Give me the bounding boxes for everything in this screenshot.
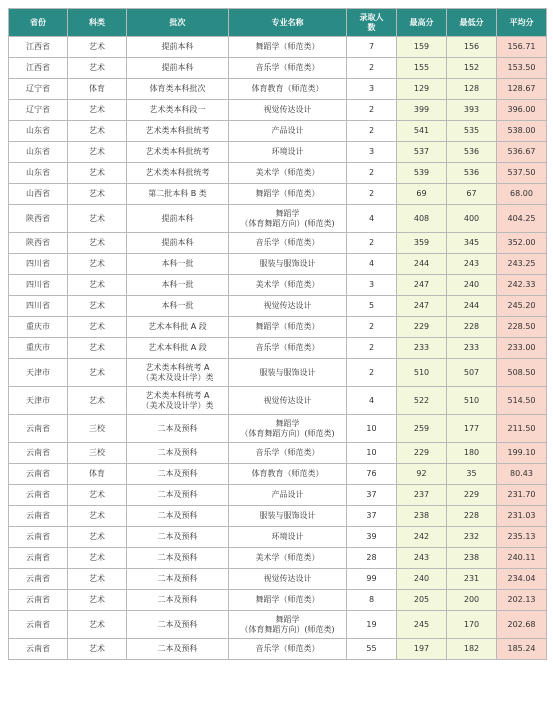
cell-category: 艺术	[68, 359, 127, 387]
cell-enrolled: 28	[347, 548, 397, 569]
cell-min-score: 243	[447, 254, 497, 275]
cell-enrolled: 4	[347, 205, 397, 233]
cell-avg-score: 231.70	[497, 485, 547, 506]
table-row	[9, 37, 547, 58]
cell-major: 服装与服饰设计	[229, 359, 347, 387]
cell-province: 云南省	[9, 415, 68, 443]
cell-category: 艺术	[68, 338, 127, 359]
cell-batch: 二本及预科	[127, 611, 229, 639]
cell-avg-score: 508.50	[497, 359, 547, 387]
cell-category: 体育	[68, 79, 127, 100]
cell-category: 三校	[68, 443, 127, 464]
cell-enrolled: 7	[347, 37, 397, 58]
cell-batch: 提前本科	[127, 205, 229, 233]
cell-category: 艺术	[68, 548, 127, 569]
cell-max-score: 247	[397, 275, 447, 296]
cell-max-score: 197	[397, 639, 447, 660]
cell-major: 视觉传达设计	[229, 100, 347, 121]
header-province: 省份	[9, 9, 68, 37]
cell-avg-score: 538.00	[497, 121, 547, 142]
cell-enrolled: 5	[347, 296, 397, 317]
cell-batch: 本科一批	[127, 296, 229, 317]
cell-major: 音乐学（师范类）	[229, 443, 347, 464]
cell-category: 艺术	[68, 254, 127, 275]
cell-avg-score: 235.13	[497, 527, 547, 548]
cell-max-score: 537	[397, 142, 447, 163]
cell-min-score: 345	[447, 233, 497, 254]
cell-enrolled: 99	[347, 569, 397, 590]
cell-province: 云南省	[9, 548, 68, 569]
cell-avg-score: 404.25	[497, 205, 547, 233]
cell-batch: 艺术类本科批统考	[127, 142, 229, 163]
cell-major: 美术学（师范类）	[229, 275, 347, 296]
cell-min-score: 182	[447, 639, 497, 660]
cell-max-score: 242	[397, 527, 447, 548]
cell-province: 四川省	[9, 296, 68, 317]
cell-province: 云南省	[9, 639, 68, 660]
cell-category: 艺术	[68, 121, 127, 142]
cell-batch: 二本及预科	[127, 590, 229, 611]
cell-avg-score: 352.00	[497, 233, 547, 254]
cell-batch: 本科一批	[127, 254, 229, 275]
cell-batch: 二本及预科	[127, 527, 229, 548]
cell-avg-score: 243.25	[497, 254, 547, 275]
cell-major: 音乐学（师范类）	[229, 58, 347, 79]
cell-batch: 艺术本科批 A 段	[127, 317, 229, 338]
cell-province: 重庆市	[9, 338, 68, 359]
cell-batch: 二本及预科	[127, 464, 229, 485]
cell-min-score: 200	[447, 590, 497, 611]
cell-max-score: 238	[397, 506, 447, 527]
table-row	[9, 184, 547, 205]
cell-category: 艺术	[68, 485, 127, 506]
cell-province: 辽宁省	[9, 79, 68, 100]
cell-major: 美术学（师范类）	[229, 163, 347, 184]
cell-province: 江西省	[9, 37, 68, 58]
cell-max-score: 240	[397, 569, 447, 590]
cell-min-score: 229	[447, 485, 497, 506]
cell-province: 重庆市	[9, 317, 68, 338]
header-major: 专业名称	[229, 9, 347, 37]
cell-major: 音乐学（师范类）	[229, 233, 347, 254]
cell-major: 视觉传达设计	[229, 569, 347, 590]
cell-major: 舞蹈学 （体育舞蹈方向）(师范类)	[229, 415, 347, 443]
cell-category: 艺术	[68, 317, 127, 338]
table-row	[9, 590, 547, 611]
table-row	[9, 611, 547, 639]
cell-enrolled: 4	[347, 387, 397, 415]
cell-major: 音乐学（师范类）	[229, 338, 347, 359]
cell-max-score: 245	[397, 611, 447, 639]
cell-batch: 艺术类本科统考 A （美术及设计学）类	[127, 387, 229, 415]
cell-enrolled: 10	[347, 415, 397, 443]
table-row	[9, 338, 547, 359]
cell-avg-score: 68.00	[497, 184, 547, 205]
cell-enrolled: 8	[347, 590, 397, 611]
cell-enrolled: 39	[347, 527, 397, 548]
cell-category: 艺术	[68, 590, 127, 611]
cell-province: 山东省	[9, 142, 68, 163]
cell-avg-score: 228.50	[497, 317, 547, 338]
cell-max-score: 259	[397, 415, 447, 443]
cell-max-score: 243	[397, 548, 447, 569]
table-row	[9, 121, 547, 142]
cell-batch: 艺术本科批 A 段	[127, 338, 229, 359]
cell-max-score: 229	[397, 443, 447, 464]
cell-max-score: 229	[397, 317, 447, 338]
cell-enrolled: 2	[347, 58, 397, 79]
cell-max-score: 92	[397, 464, 447, 485]
table-row	[9, 142, 547, 163]
cell-avg-score: 233.00	[497, 338, 547, 359]
cell-max-score: 541	[397, 121, 447, 142]
cell-min-score: 170	[447, 611, 497, 639]
cell-avg-score: 514.50	[497, 387, 547, 415]
header-category: 科类	[68, 9, 127, 37]
cell-avg-score: 199.10	[497, 443, 547, 464]
cell-major: 舞蹈学 （体育舞蹈方向）(师范类)	[229, 205, 347, 233]
cell-major: 舞蹈学（师范类）	[229, 317, 347, 338]
cell-province: 山东省	[9, 163, 68, 184]
cell-province: 云南省	[9, 485, 68, 506]
cell-batch: 艺术类本科批统考	[127, 121, 229, 142]
cell-batch: 二本及预科	[127, 569, 229, 590]
table-row	[9, 548, 547, 569]
cell-major: 舞蹈学 （体育舞蹈方向）(师范类)	[229, 611, 347, 639]
table-row	[9, 485, 547, 506]
cell-avg-score: 202.68	[497, 611, 547, 639]
cell-enrolled: 3	[347, 142, 397, 163]
cell-min-score: 67	[447, 184, 497, 205]
cell-min-score: 536	[447, 163, 497, 184]
table-header-row	[9, 9, 547, 37]
cell-avg-score: 536.67	[497, 142, 547, 163]
cell-category: 艺术	[68, 100, 127, 121]
cell-batch: 艺术类本科批统考	[127, 163, 229, 184]
cell-major: 视觉传达设计	[229, 296, 347, 317]
cell-avg-score: 153.50	[497, 58, 547, 79]
cell-enrolled: 76	[347, 464, 397, 485]
cell-category: 艺术	[68, 387, 127, 415]
cell-province: 云南省	[9, 569, 68, 590]
cell-batch: 二本及预科	[127, 443, 229, 464]
cell-min-score: 232	[447, 527, 497, 548]
table-row	[9, 317, 547, 338]
cell-max-score: 539	[397, 163, 447, 184]
table-body	[9, 37, 547, 660]
cell-enrolled: 19	[347, 611, 397, 639]
cell-batch: 第二批本科 B 类	[127, 184, 229, 205]
cell-major: 美术学（师范类）	[229, 548, 347, 569]
cell-max-score: 159	[397, 37, 447, 58]
cell-enrolled: 37	[347, 485, 397, 506]
cell-max-score: 205	[397, 590, 447, 611]
cell-avg-score: 537.50	[497, 163, 547, 184]
cell-min-score: 128	[447, 79, 497, 100]
cell-category: 艺术	[68, 58, 127, 79]
cell-batch: 二本及预科	[127, 506, 229, 527]
cell-major: 服装与服饰设计	[229, 506, 347, 527]
cell-max-score: 155	[397, 58, 447, 79]
cell-batch: 本科一批	[127, 275, 229, 296]
cell-enrolled: 2	[347, 338, 397, 359]
cell-enrolled: 2	[347, 163, 397, 184]
cell-batch: 体育类本科批次	[127, 79, 229, 100]
cell-category: 艺术	[68, 569, 127, 590]
cell-enrolled: 2	[347, 100, 397, 121]
cell-major: 舞蹈学（师范类）	[229, 37, 347, 58]
cell-min-score: 177	[447, 415, 497, 443]
table-row	[9, 415, 547, 443]
cell-major: 产品设计	[229, 121, 347, 142]
cell-category: 艺术	[68, 296, 127, 317]
cell-batch: 艺术类本科统考 A （美术及设计学）类	[127, 359, 229, 387]
cell-major: 环境设计	[229, 527, 347, 548]
cell-major: 体育教育（师范类）	[229, 464, 347, 485]
cell-province: 云南省	[9, 590, 68, 611]
cell-batch: 二本及预科	[127, 548, 229, 569]
cell-avg-score: 128.67	[497, 79, 547, 100]
cell-province: 天津市	[9, 359, 68, 387]
cell-province: 辽宁省	[9, 100, 68, 121]
cell-max-score: 399	[397, 100, 447, 121]
header-batch: 批次	[127, 9, 229, 37]
cell-max-score: 510	[397, 359, 447, 387]
cell-enrolled: 4	[347, 254, 397, 275]
cell-min-score: 393	[447, 100, 497, 121]
cell-category: 艺术	[68, 142, 127, 163]
table-row	[9, 506, 547, 527]
cell-max-score: 244	[397, 254, 447, 275]
cell-enrolled: 2	[347, 317, 397, 338]
table-row	[9, 296, 547, 317]
cell-avg-score: 396.00	[497, 100, 547, 121]
cell-batch: 提前本科	[127, 233, 229, 254]
cell-category: 艺术	[68, 506, 127, 527]
cell-max-score: 237	[397, 485, 447, 506]
cell-province: 四川省	[9, 275, 68, 296]
table-row	[9, 100, 547, 121]
cell-avg-score: 156.71	[497, 37, 547, 58]
cell-province: 陕西省	[9, 233, 68, 254]
cell-batch: 艺术类本科段一	[127, 100, 229, 121]
cell-major: 环境设计	[229, 142, 347, 163]
cell-province: 山西省	[9, 184, 68, 205]
cell-category: 艺术	[68, 205, 127, 233]
cell-major: 音乐学（师范类）	[229, 639, 347, 660]
cell-enrolled: 3	[347, 79, 397, 100]
cell-avg-score: 231.03	[497, 506, 547, 527]
cell-min-score: 228	[447, 506, 497, 527]
cell-min-score: 233	[447, 338, 497, 359]
table-row	[9, 527, 547, 548]
cell-major: 服装与服饰设计	[229, 254, 347, 275]
table-row	[9, 233, 547, 254]
cell-min-score: 156	[447, 37, 497, 58]
cell-category: 艺术	[68, 275, 127, 296]
cell-batch: 提前本科	[127, 58, 229, 79]
cell-min-score: 240	[447, 275, 497, 296]
cell-enrolled: 2	[347, 121, 397, 142]
cell-min-score: 238	[447, 548, 497, 569]
cell-enrolled: 3	[347, 275, 397, 296]
cell-province: 山东省	[9, 121, 68, 142]
cell-category: 艺术	[68, 184, 127, 205]
cell-category: 艺术	[68, 37, 127, 58]
cell-max-score: 69	[397, 184, 447, 205]
cell-batch: 二本及预科	[127, 415, 229, 443]
table-row	[9, 163, 547, 184]
cell-min-score: 228	[447, 317, 497, 338]
cell-category: 艺术	[68, 163, 127, 184]
cell-province: 云南省	[9, 506, 68, 527]
header-max: 最高分	[397, 9, 447, 37]
cell-avg-score: 245.20	[497, 296, 547, 317]
cell-enrolled: 10	[347, 443, 397, 464]
cell-avg-score: 211.50	[497, 415, 547, 443]
cell-avg-score: 80.43	[497, 464, 547, 485]
cell-province: 陕西省	[9, 205, 68, 233]
header-min: 最低分	[447, 9, 497, 37]
cell-enrolled: 37	[347, 506, 397, 527]
cell-batch: 二本及预科	[127, 639, 229, 660]
cell-min-score: 535	[447, 121, 497, 142]
cell-major: 体育教育（师范类）	[229, 79, 347, 100]
cell-avg-score: 242.33	[497, 275, 547, 296]
cell-province: 云南省	[9, 527, 68, 548]
cell-min-score: 507	[447, 359, 497, 387]
table-row	[9, 569, 547, 590]
header-avg: 平均分	[497, 9, 547, 37]
cell-major: 舞蹈学（师范类）	[229, 184, 347, 205]
table-row	[9, 79, 547, 100]
cell-avg-score: 202.13	[497, 590, 547, 611]
cell-category: 体育	[68, 464, 127, 485]
cell-province: 云南省	[9, 611, 68, 639]
cell-province: 云南省	[9, 464, 68, 485]
cell-batch: 二本及预科	[127, 485, 229, 506]
cell-min-score: 244	[447, 296, 497, 317]
cell-min-score: 400	[447, 205, 497, 233]
cell-max-score: 522	[397, 387, 447, 415]
cell-enrolled: 55	[347, 639, 397, 660]
cell-enrolled: 2	[347, 359, 397, 387]
cell-min-score: 152	[447, 58, 497, 79]
admission-score-table	[8, 8, 547, 660]
cell-min-score: 35	[447, 464, 497, 485]
cell-min-score: 180	[447, 443, 497, 464]
cell-category: 艺术	[68, 611, 127, 639]
cell-province: 江西省	[9, 58, 68, 79]
cell-min-score: 510	[447, 387, 497, 415]
cell-max-score: 408	[397, 205, 447, 233]
header-enrolled: 录取人数	[347, 9, 397, 37]
table-row	[9, 443, 547, 464]
table-row	[9, 639, 547, 660]
table-row	[9, 387, 547, 415]
cell-province: 四川省	[9, 254, 68, 275]
cell-max-score: 129	[397, 79, 447, 100]
cell-min-score: 536	[447, 142, 497, 163]
cell-max-score: 247	[397, 296, 447, 317]
cell-category: 艺术	[68, 639, 127, 660]
cell-enrolled: 2	[347, 233, 397, 254]
cell-avg-score: 240.11	[497, 548, 547, 569]
cell-max-score: 233	[397, 338, 447, 359]
cell-province: 天津市	[9, 387, 68, 415]
cell-batch: 提前本科	[127, 37, 229, 58]
table-row	[9, 254, 547, 275]
cell-min-score: 231	[447, 569, 497, 590]
cell-major: 产品设计	[229, 485, 347, 506]
cell-avg-score: 185.24	[497, 639, 547, 660]
table-row	[9, 464, 547, 485]
cell-major: 舞蹈学（师范类）	[229, 590, 347, 611]
table-row	[9, 275, 547, 296]
table-row	[9, 58, 547, 79]
cell-province: 云南省	[9, 443, 68, 464]
table-row	[9, 359, 547, 387]
cell-category: 艺术	[68, 233, 127, 254]
cell-major: 视觉传达设计	[229, 387, 347, 415]
cell-enrolled: 2	[347, 184, 397, 205]
cell-max-score: 359	[397, 233, 447, 254]
cell-category: 艺术	[68, 527, 127, 548]
cell-category: 三校	[68, 415, 127, 443]
cell-avg-score: 234.04	[497, 569, 547, 590]
table-row	[9, 205, 547, 233]
